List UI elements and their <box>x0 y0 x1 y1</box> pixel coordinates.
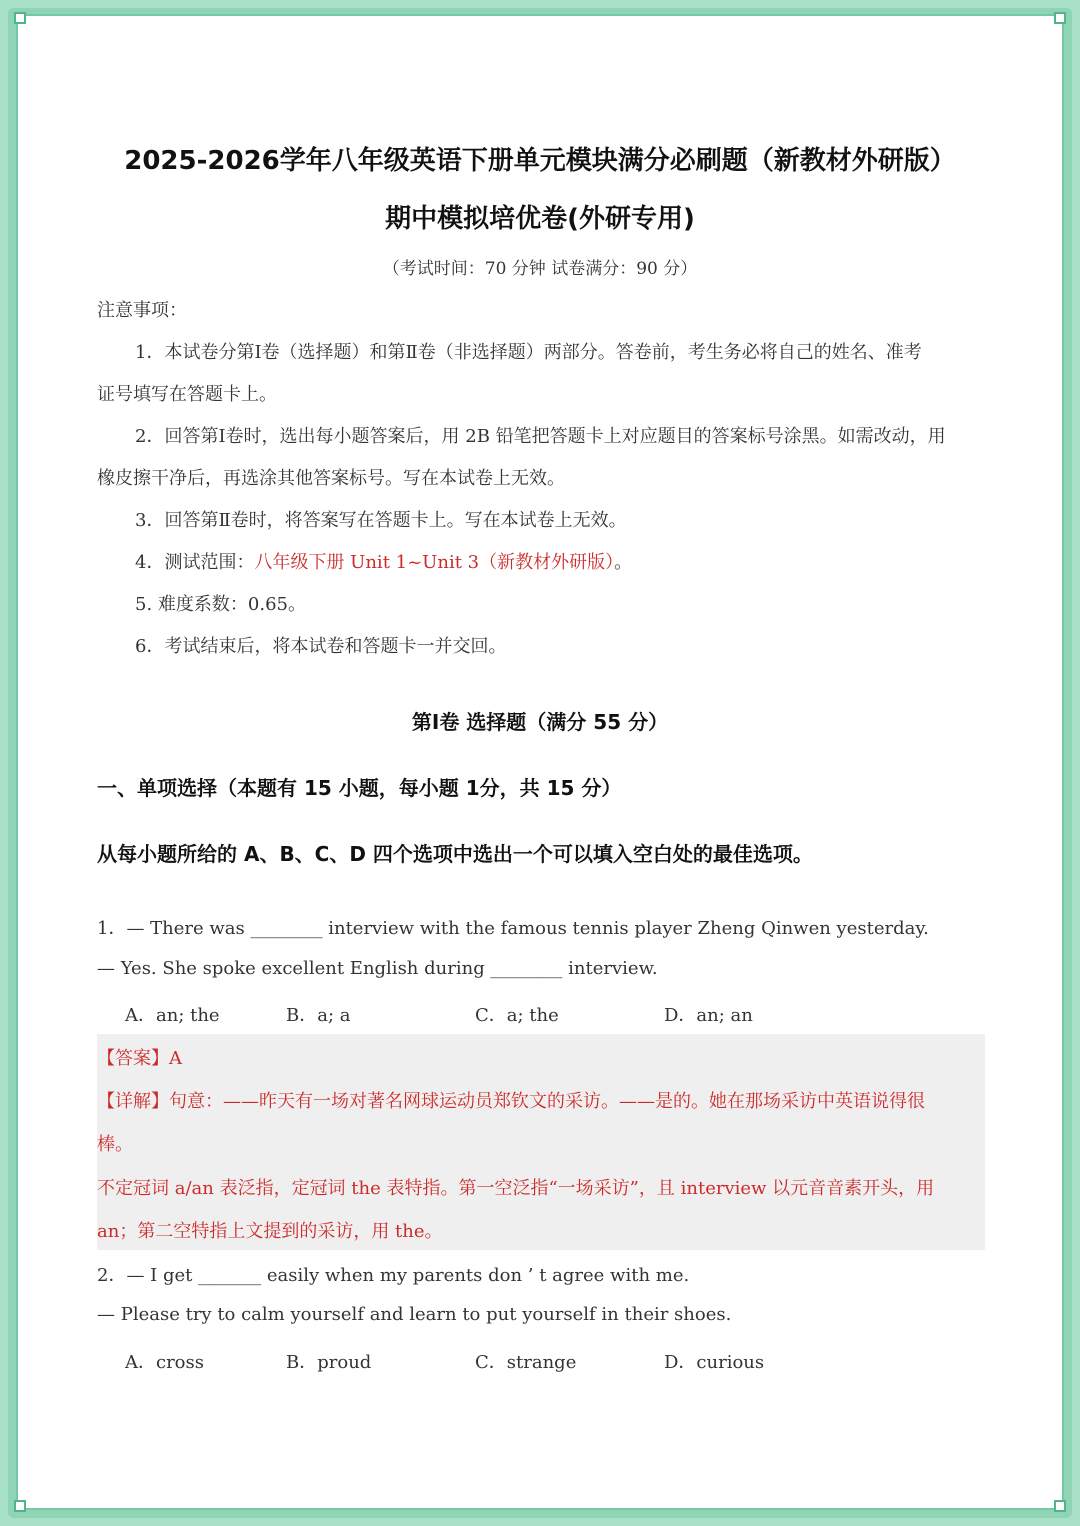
corner-ornament-br <box>1054 1500 1066 1512</box>
section-heading: 一、单项选择（本题有 15 小题，每小题 1分，共 15 分） <box>97 776 622 800</box>
notice-item-4-suffix: 。 <box>614 552 633 573</box>
notice-item-1a: 1．本试卷分第Ⅰ卷（选择题）和第Ⅱ卷（非选择题）两部分。答卷前，考生务必将自己的姓名、准考 <box>135 342 922 363</box>
corner-ornament-bl <box>14 1500 26 1512</box>
notice-item-5: 5. 难度系数：0.65。 <box>135 594 306 615</box>
question-1-option-a: A．an; the <box>125 1005 220 1026</box>
exam-info: （考试时间：70 分钟 试卷满分：90 分） <box>382 259 698 279</box>
question-1-explain-3: 不定冠词 a/an 表泛指，定冠词 the 表特指。第一空泛指“一场采访”，且 interview 以元音音素开头，用 <box>97 1178 935 1199</box>
question-1-line1: 1．— There was ________ interview with the famous tennis player Zheng Qinwen yesterday. <box>97 918 929 939</box>
notice-item-2b: 橡皮擦干净后，再选涂其他答案标号。写在本试卷上无效。 <box>97 468 565 489</box>
notice-item-3: 3．回答第Ⅱ卷时，将答案写在答题卡上。写在本试卷上无效。 <box>135 510 627 531</box>
document-subtitle: 期中模拟培优卷(外研专用) <box>385 204 695 234</box>
question-1-option-d: D．an; an <box>664 1005 753 1026</box>
notice-heading: 注意事项： <box>97 300 187 321</box>
question-1-explain-2: 棒。 <box>97 1134 133 1155</box>
question-2-option-a: A．cross <box>125 1352 204 1373</box>
part-title: 第Ⅰ卷 选择题（满分 55 分） <box>411 710 669 734</box>
question-1-line2: — Yes. She spoke excellent English during ________ interview. <box>97 958 658 979</box>
notice-item-4-prefix: 4．测试范围： <box>135 552 255 573</box>
question-2-line2: — Please try to calm yourself and learn to put yourself in their shoes. <box>97 1304 732 1325</box>
question-1-option-b: B．a; a <box>286 1005 351 1026</box>
question-1-answer: 【答案】A <box>97 1048 182 1069</box>
corner-ornament-tl <box>14 12 26 24</box>
question-1-explain-4: an；第二空特指上文提到的采访，用 the。 <box>97 1221 443 1242</box>
test-range: 八年级下册 Unit 1~Unit 3（新教材外研版） <box>254 552 615 573</box>
notice-item-1b: 证号填写在答题卡上。 <box>97 384 277 405</box>
question-2-option-d: D．curious <box>664 1352 765 1373</box>
notice-item-2a: 2．回答第Ⅰ卷时，选出每小题答案后，用 2B 铅笔把答题卡上对应题目的答案标号涂黑。如需改动，用 <box>135 426 946 447</box>
question-1-explain-1: 【详解】句意：——昨天有一场对著名网球运动员郑钦文的采访。——是的。她在那场采访中英语说得很 <box>97 1091 925 1112</box>
corner-ornament-tr <box>1054 12 1066 24</box>
notice-item-4 <box>135 548 632 574</box>
document-title: 2025-2026学年八年级英语下册单元模块满分必刷题（新教材外研版） <box>124 146 956 176</box>
notice-item-6: 6．考试结束后，将本试卷和答题卡一并交回。 <box>135 636 507 657</box>
question-1-option-c: C．a; the <box>475 1005 559 1026</box>
question-2-option-b: B．proud <box>286 1352 372 1373</box>
question-2-line1: 2．— I get _______ easily when my parents don ’ t agree with me. <box>97 1265 690 1286</box>
question-2-option-c: C．strange <box>475 1352 577 1373</box>
section-instruction: 从每小题所给的 A、B、C、D 四个选项中选出一个可以填入空白处的最佳选项。 <box>97 842 813 866</box>
